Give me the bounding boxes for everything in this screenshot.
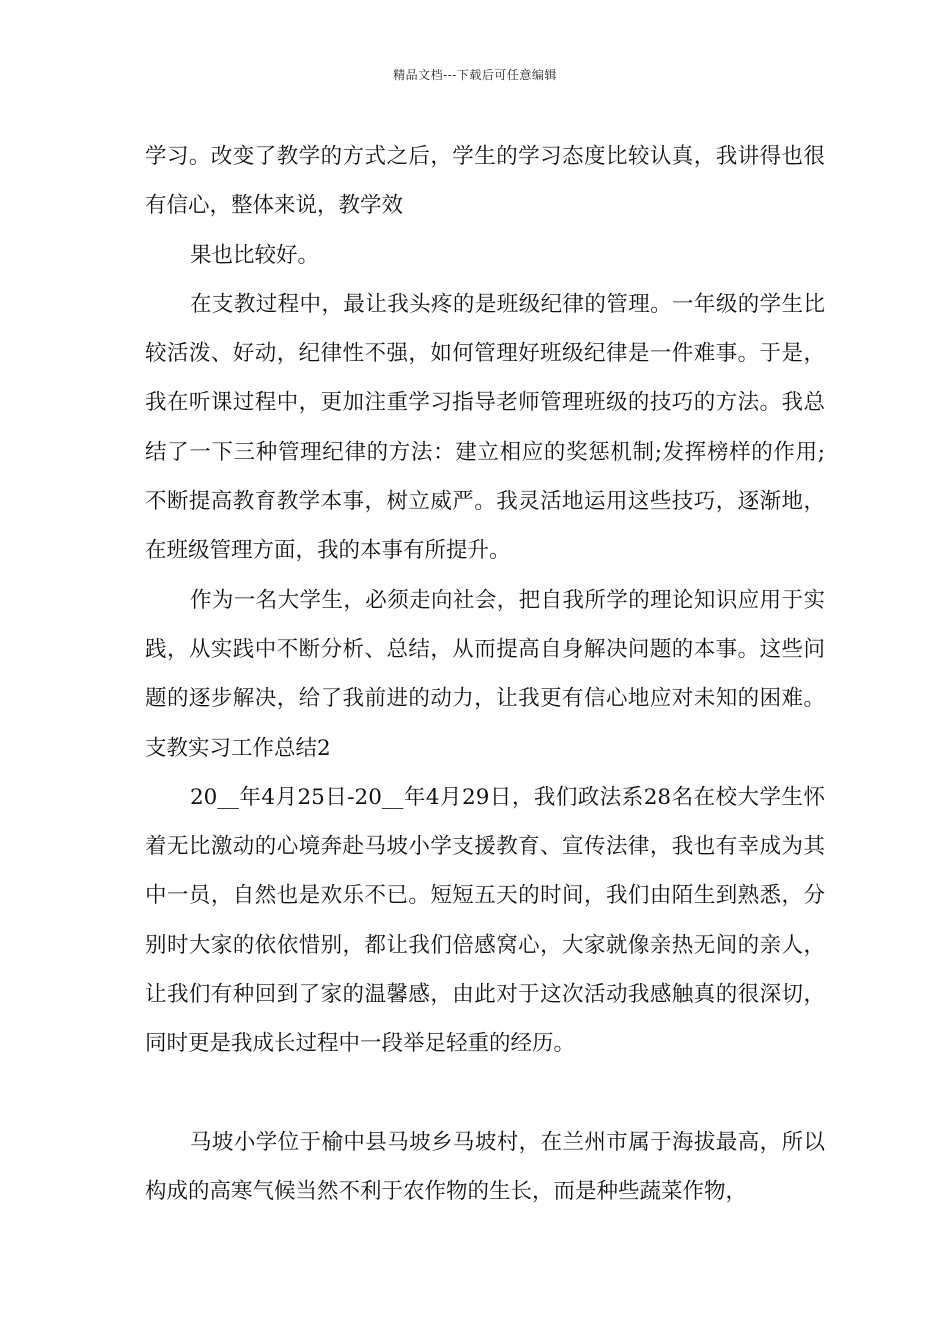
paragraph-6: 马坡小学位于榆中县马坡乡马坡村，在兰州市属于海拔最高，所以构成的高寒气候当然不利于农作物的生长，而是种些蔬菜作物， [145, 1129, 825, 1204]
page-header: 精品文档---下载后可任意编辑 [393, 68, 557, 82]
paragraph-1: 学习。改变了教学的方式之后，学生的学习态度比较认真，我讲得也很有信心，整体来说，教学效 [145, 144, 825, 219]
paragraph-spacer [145, 1069, 825, 1118]
paragraph-3: 在支教过程中，最让我头疼的是班级纪律的管理。一年级的学生比较活泼、好动，纪律性不强，如何管理好班级纪律是一件难事。于是，我在听课过程中，更加注重学习指导老师管理班级的技巧的方法。我总结了一下三种管理纪律的方法：建立相应的奖惩机制;发挥榜样的作用;不断提高教育教学本事，树立威严。我灵活地运用这些技巧，逐渐地，在班级管理方面，我的本事有所提升。 [145, 291, 825, 564]
paragraph-5: 20__年4月25日-20__年4月29日，我们政法系28名在校大学生怀着无比激动的心境奔赴马坡小学支援教育、宣传法律，我也有幸成为其中一员，自然也是欢乐不已。短短五天的时间，我们由陌生到熟悉，分别时大家的依依惜别，都让我们倍感窝心，大家就像亲热无间的亲人，让我们有种回到了家的温馨感，由此对于这次活动我感触真的很深切，同时更是我成长过程中一段举足轻重的经历。 [145, 784, 825, 1057]
paragraph-4: 作为一名大学生，必须走向社会，把自我所学的理论知识应用于实践，从实践中不断分析、总结，从而提高自身解决问题的本事。这些问题的逐步解决，给了我前进的动力，让我更有信心地应对未知的困难。支教实习工作总结2 [145, 587, 825, 761]
document-body [145, 132, 825, 1216]
paragraph-2: 果也比较好。 [190, 242, 320, 268]
